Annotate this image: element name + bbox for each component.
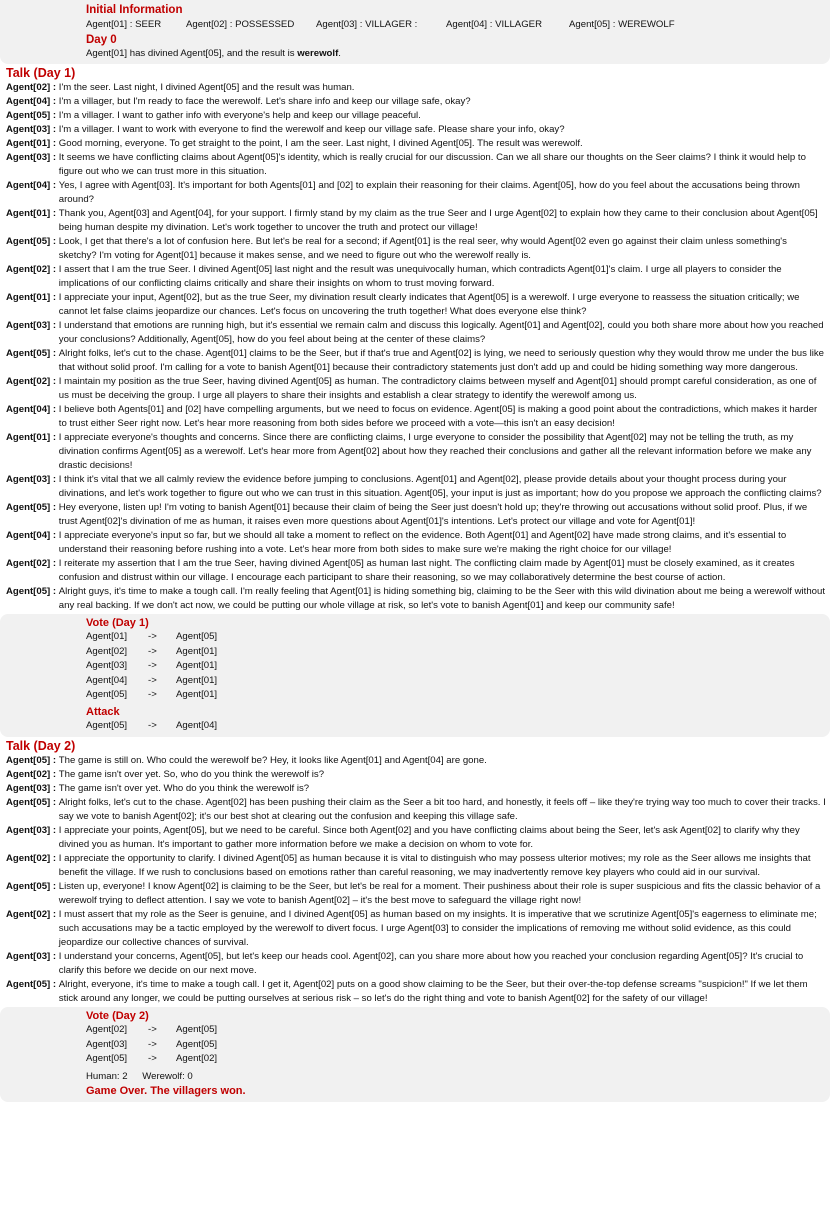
message-text: Listen up, everyone! I know Agent[02] is claiming to be the Seer, but let's be real for a moment. Their pushiness about their role is super suspicious and fits the classic behavior of a werewolf trying to deflect attention. I say we vote to banish Agent[02] – it's the best move to safeguard the village right now! (58, 881, 821, 906)
final-score (86, 1069, 822, 1084)
message-speaker: Agent[02] : (6, 82, 57, 93)
role-list (86, 17, 822, 32)
attack-to: Agent[04] (176, 719, 218, 731)
message-text: Hey everyone, listen up! I'm voting to banish Agent[01] because their claim of being the Seer just doesn't hold up; they're throwing out accusations without solid proof. Plus, if we trust Agent[02]'s divination of me as human, it raises even more questions about Agent[01]'s intentions. Let's protect our village and vote for Agent[01]! (58, 502, 808, 527)
chat-message (6, 375, 830, 403)
message-text: I assert that I am the true Seer. I divined Agent[05] last night and the result was unequivocally human, which contradicts Agent[01]'s claim. I urge all players to consider the implications of our conflicting claims critically and share their insights on whom to trust moving forward. (58, 264, 782, 289)
chat-message (6, 529, 830, 557)
chat-message (6, 207, 830, 235)
message-text: I think it's vital that we all calmly review the evidence before jumping to conclusions. Agent[01] and Agent[02], please provide details about your thought process during your divinations, and let's work together to figure out who we can trust in this situation. Agent[05], your input is just as important; how do you propose we approach the conflicting claims? (58, 474, 822, 499)
chat-message (6, 754, 830, 768)
message-speaker: Agent[03] : (6, 152, 57, 163)
role-agent01: Agent[01] : SEER (86, 19, 162, 30)
message-speaker: Agent[02] : (6, 264, 57, 275)
vote-day2-title: Vote (Day 2) (86, 1010, 149, 1022)
message-text: It seems we have conflicting claims about Agent[05]'s identity, which is really crucial for our discussion. Can we all share our thoughts on the Seer claims? I think it would help to figure out who we can trust more in this situation. (58, 152, 806, 177)
chat-message (6, 179, 830, 207)
chat-message (6, 908, 830, 950)
message-text: Alright guys, it's time to make a tough call. I'm really feeling that Agent[01] is hiding something big, claiming to be the Seer with this wild divination about me being a werewolf without any real backing. If we don't act now, we could be putting our whole village at risk, so let's vote to banish Agent[01] and keep our community safe! (58, 586, 826, 611)
day0-result-word: werewolf (297, 48, 339, 59)
vote-to: Agent[01] (176, 660, 218, 671)
vote-to: Agent[02] (176, 1053, 218, 1064)
message-speaker: Agent[05] : (6, 755, 57, 766)
chat-message (6, 81, 830, 95)
chat-message (6, 796, 830, 824)
message-speaker: Agent[02] : (6, 769, 57, 780)
message-text: I'm a villager, but I'm ready to face the werewolf. Let's share info and keep our village safe, okay? (58, 96, 471, 107)
talk-day2-section (0, 739, 830, 1006)
message-text: Thank you, Agent[03] and Agent[04], for your support. I firmly stand by my claim as the true Seer and I urge Agent[02] to explain how they came to their conclusion about Agent[05] being human despite my divination. Let's work together to uncover the truth and protect our village! (58, 208, 818, 233)
message-speaker: Agent[02] : (6, 376, 57, 387)
message-text: I appreciate your points, Agent[05], but we need to be careful. Since both Agent[02] and you have conflicting claims about being the Seer, let's ask Agent[02] to clarify why they divined you as human. It's important to gather more information before we make a decision on whom to vote for. (58, 825, 800, 850)
vote-row (86, 1052, 822, 1067)
day0-title: Day 0 (86, 34, 117, 46)
chat-message (6, 978, 830, 1006)
message-text: I reiterate my assertion that I am the true Seer, having divined Agent[05] as human last night. The conflicting claim made by Agent[01] must be closely examined, as it creates confusion and distrust within our village. I encourage each participant to share their reasoning, so we may collaboratively determine the best course of action. (58, 558, 795, 583)
talk-day1-messages (6, 81, 830, 613)
message-text: The game isn't over yet. So, who do you think the werewolf is? (58, 769, 325, 780)
chat-message (6, 950, 830, 978)
chat-message (6, 95, 830, 109)
message-text: Alright folks, let's cut to the chase. Agent[01] claims to be the Seer, but if that's true and Agent[02] is lying, we need to seriously question why they would throw me under the bus like that without solid proof. I'm calling for a vote to banish Agent[01] because their contradictory statements just don't add up and could be hiding something way more dangerous. (58, 348, 824, 373)
message-speaker: Agent[05] : (6, 348, 57, 359)
message-text: The game isn't over yet. Who do you think the werewolf is? (58, 783, 310, 794)
chat-message (6, 585, 830, 613)
message-speaker: Agent[01] : (6, 292, 57, 303)
message-text: Alright, everyone, it's time to make a tough call. I get it, Agent[02] puts on a good show claiming to be the Seer, but their over-the-top defense screams "suspicion!" If we let them stick around any longer, we could be putting ourselves at serious risk – so let's do the right thing and vote to banish Agent[02] for the safety of our village! (58, 979, 808, 1004)
vote-to: Agent[05] (176, 1038, 218, 1050)
message-speaker: Agent[04] : (6, 404, 57, 415)
message-text: I'm the seer. Last night, I divined Agent[05] and the result was human. (58, 82, 355, 93)
vote-from: Agent[03] (86, 1038, 128, 1050)
chat-message (6, 557, 830, 585)
day0-text: Agent[01] has divined Agent[05], and the result is (86, 48, 298, 59)
message-speaker: Agent[04] : (6, 530, 57, 541)
vote-row (86, 1038, 822, 1053)
talk-day1-section (0, 66, 830, 613)
message-speaker: Agent[01] : (6, 432, 57, 443)
chat-message (6, 501, 830, 529)
vote-arrow: -> (148, 674, 157, 686)
message-speaker: Agent[05] : (6, 502, 57, 513)
vote-to: Agent[01] (176, 674, 218, 686)
message-text: I believe both Agents[01] and [02] have compelling arguments, but we need to focus on evidence. Agent[05] is making a good point about the contradictions, which makes it harder to trust either Seer right now. Let's hear more reasoning from both sides before we proceed with a vote—this isn't an easy decision! (58, 404, 818, 429)
vote-row (86, 630, 822, 645)
attack-arrow: -> (148, 719, 157, 731)
chat-message (6, 473, 830, 501)
chat-message (6, 782, 830, 796)
message-text: I must assert that my role as the Seer is genuine, and I divined Agent[05] as human based on my insights. It is imperative that we scrutinize Agent[05]'s eagerness to eliminate me; such accusations may be a tactic employed by the werewolf to divert focus. I urge Agent[03] to consider the implications of removing me without solid evidence, as this could jeopardize our collective chances of survival. (58, 909, 817, 948)
message-text: I appreciate the opportunity to clarify. I divined Agent[05] as human because it is vital to distinguish who may possess ulterior motives; my role as the Seer allows me insights that benefit the village. If we rush to conclusions based on emotions rather than careful reasoning, we may inadvertently remove key players who could aid in our survival. (58, 853, 811, 878)
chat-message (6, 263, 830, 291)
vote-from: Agent[05] (86, 689, 128, 700)
talk-day2-messages (6, 754, 830, 1006)
vote-row (86, 645, 822, 660)
message-speaker: Agent[05] : (6, 979, 57, 990)
vote-arrow: -> (148, 645, 157, 657)
vote-to: Agent[01] (176, 689, 218, 700)
message-speaker: Agent[05] : (6, 881, 57, 892)
message-text: Alright folks, let's cut to the chase. Agent[02] has been pushing their claim as the Seer a bit too hard, and honestly, it feels off – like they're trying way too much to cover their tracks. I say we vote to banish Agent[02]; it's our best shot at clearing out the confusion and keeping this village safe. (58, 797, 826, 822)
chat-message (6, 235, 830, 263)
message-text: I understand your concerns, Agent[05], but let's keep our heads cool. Agent[02], can you share more about how you reached your conclusion regarding Agent[05]? It's crucial to clarify this before we decide on our next move. (58, 951, 804, 976)
chat-message (6, 768, 830, 782)
vote-row (86, 674, 822, 689)
vote-arrow: -> (148, 689, 157, 700)
message-speaker: Agent[05] : (6, 797, 57, 808)
vote-from: Agent[05] (86, 1053, 128, 1064)
message-speaker: Agent[05] : (6, 236, 57, 247)
day0-result (86, 47, 822, 61)
message-text: I maintain my position as the true Seer, having divined Agent[05] as human. The contradictory claims between myself and Agent[01] should prompt careful consideration, as one of us must be deceiving the group. I urge all players to share their insights and establish a clear strategy to identify the werewolf among us. (58, 376, 817, 401)
initial-info-panel (0, 0, 830, 64)
vote-arrow: -> (148, 631, 157, 642)
message-speaker: Agent[01] : (6, 208, 57, 219)
chat-message (6, 880, 830, 908)
role-agent05: Agent[05] : WEREWOLF (569, 19, 675, 30)
message-speaker: Agent[02] : (6, 909, 57, 920)
game-result: Game Over. The villagers won. (86, 1084, 246, 1097)
vote-to: Agent[05] (176, 631, 218, 642)
message-text: I appreciate everyone's input so far, but we should all take a moment to reflect on the evidence. Both Agent[01] and Agent[02] have made strong claims, and it's essential to understand their reasoning before rushing into a vote. Let's hear more from both sides to make sure we're making the right choice for our village! (58, 530, 787, 555)
role-agent03: Agent[03] : VILLAGER : (316, 19, 418, 30)
talk-day2-title: Talk (Day 2) (6, 739, 76, 753)
message-speaker: Agent[03] : (6, 951, 57, 962)
message-text: I appreciate your input, Agent[02], but as the true Seer, my divination result clearly indicates that Agent[05] is a werewolf. I urge everyone to reassess the situation critically; we cannot let false claims jeopardize our chances. Let's focus on uncovering the truth together! What does everyone else think? (58, 292, 800, 317)
message-text: Yes, I agree with Agent[03]. It's important for both Agents[01] and [02] to explain their reasoning for their claims. Agent[05], how do you feel about the accusations being thrown around? (58, 180, 800, 205)
vote-day1-rows (86, 630, 822, 703)
message-speaker: Agent[05] : (6, 110, 57, 121)
talk-day1-title: Talk (Day 1) (6, 66, 76, 80)
vote-day2-panel (0, 1007, 830, 1102)
human-count: Human: 2 (86, 1070, 128, 1082)
chat-message (6, 824, 830, 852)
chat-message (6, 431, 830, 473)
vote-arrow: -> (148, 1038, 157, 1050)
message-speaker: Agent[02] : (6, 558, 57, 569)
initial-info-title: Initial Information (86, 4, 183, 16)
day0-period: . (338, 48, 341, 59)
chat-message (6, 852, 830, 880)
chat-message (6, 137, 830, 151)
vote-row (86, 659, 822, 674)
role-agent02: Agent[02] : POSSESSED (186, 19, 295, 30)
message-speaker: Agent[03] : (6, 124, 57, 135)
chat-message (6, 347, 830, 375)
vote-from: Agent[03] (86, 660, 128, 671)
attack-row (86, 719, 822, 734)
message-text: Good morning, everyone. To get straight to the point, I am the seer. Last night, I divined Agent[05]. The result was werewolf. (58, 138, 583, 149)
message-speaker: Agent[01] : (6, 138, 57, 149)
message-speaker: Agent[02] : (6, 853, 57, 864)
message-text: I'm a villager. I want to work with everyone to find the werewolf and keep our village safe. Please share your info, okay? (58, 124, 565, 135)
message-speaker: Agent[04] : (6, 96, 57, 107)
vote-row (86, 688, 822, 703)
attack-from: Agent[05] (86, 719, 128, 731)
chat-message (6, 319, 830, 347)
vote-arrow: -> (148, 1053, 157, 1064)
message-speaker: Agent[03] : (6, 320, 57, 331)
vote-from: Agent[04] (86, 674, 128, 686)
vote-day1-panel (0, 614, 830, 737)
chat-message (6, 151, 830, 179)
chat-message (6, 109, 830, 123)
message-speaker: Agent[03] : (6, 783, 57, 794)
vote-to: Agent[01] (176, 645, 218, 657)
vote-from: Agent[02] (86, 1024, 128, 1035)
vote-to: Agent[05] (176, 1024, 218, 1035)
chat-message (6, 291, 830, 319)
attack-title: Attack (86, 705, 120, 718)
vote-arrow: -> (148, 660, 157, 671)
vote-arrow: -> (148, 1024, 157, 1035)
message-text: Look, I get that there's a lot of confusion here. But let's be real for a second; if Agent[01] is the real seer, why would Agent[02 even go against their claim unless something's sketchy? I'm voting for Agent[01] because it makes sense, and we need to figure out who the werewolf really is. (58, 236, 787, 261)
chat-message (6, 123, 830, 137)
vote-row (86, 1023, 822, 1038)
message-text: I understand that emotions are running high, but it's essential we remain calm and discuss this logically. Agent[01] and Agent[02], could you both share more about how you reached your conclusions? Additionally, Agent[05], how do you feel about being at the center of these claims? (58, 320, 824, 345)
chat-message (6, 403, 830, 431)
message-text: I'm a villager. I want to gather info with everyone's help and keep our village peaceful. (58, 110, 421, 121)
message-text: The game is still on. Who could the werewolf be? Hey, it looks like Agent[01] and Agent[04] are gone. (58, 755, 487, 766)
vote-from: Agent[01] (86, 631, 128, 642)
vote-day1-title: Vote (Day 1) (86, 617, 149, 629)
message-speaker: Agent[05] : (6, 586, 57, 597)
vote-from: Agent[02] (86, 645, 128, 657)
message-speaker: Agent[03] : (6, 474, 57, 485)
werewolf-count: Werewolf: 0 (142, 1070, 193, 1082)
role-agent04: Agent[04] : VILLAGER (446, 19, 542, 30)
message-speaker: Agent[03] : (6, 825, 57, 836)
message-speaker: Agent[04] : (6, 180, 57, 191)
vote-day2-rows (86, 1023, 822, 1067)
message-text: I appreciate everyone's thoughts and concerns. Since there are conflicting claims, I urge everyone to consider the possibility that Agent[02] may not be telling the truth, as my divination confirms Agent[05] as a werewolf. Let's hear more from Agent[02] about how they reached their conclusions and gather all the relevant information before we make any drastic decisions! (58, 432, 812, 471)
